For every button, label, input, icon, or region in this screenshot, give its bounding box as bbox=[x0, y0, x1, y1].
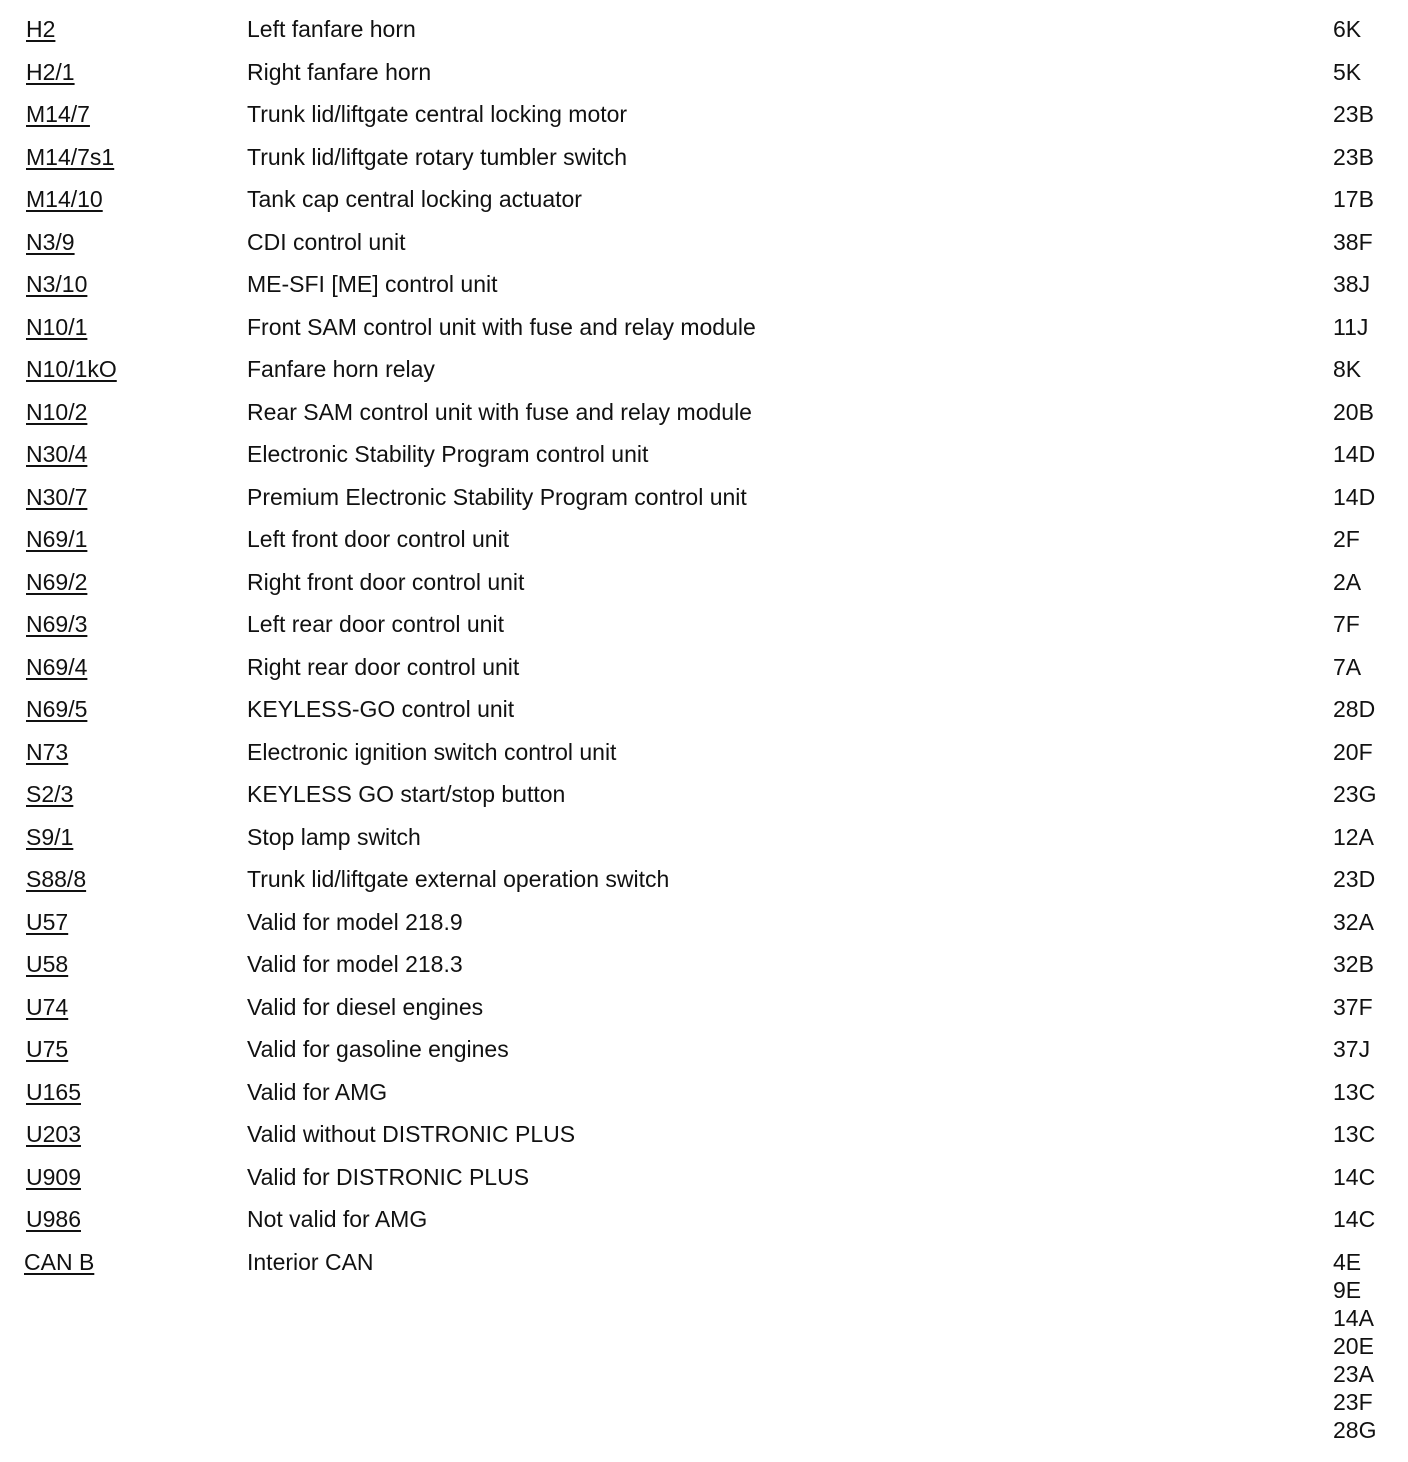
grid-reference: 20F bbox=[1333, 738, 1373, 765]
component-code-link[interactable]: U203 bbox=[26, 1121, 81, 1147]
grid-reference: 5K bbox=[1333, 58, 1362, 85]
grid-reference: 38F bbox=[1333, 228, 1373, 255]
table-row bbox=[0, 646, 1408, 689]
table-row bbox=[0, 901, 1408, 944]
grid-reference: 6K bbox=[1333, 16, 1362, 42]
component-description: Valid for DISTRONIC PLUS bbox=[247, 1163, 530, 1190]
grid-reference: 14C bbox=[1333, 1206, 1376, 1232]
table-row bbox=[0, 518, 1408, 561]
component-description: Premium Electronic Stability Program control unit bbox=[247, 483, 747, 510]
component-description: Valid for AMG bbox=[247, 1078, 388, 1105]
component-description: Valid for gasoline engines bbox=[247, 1036, 509, 1062]
grid-reference: 12A bbox=[1333, 823, 1374, 850]
component-description: Left fanfare horn bbox=[247, 16, 416, 42]
component-description: Right fanfare horn bbox=[247, 58, 432, 85]
table-row bbox=[0, 263, 1408, 306]
component-description: Stop lamp switch bbox=[247, 823, 421, 850]
component-code-link[interactable]: H2/1 bbox=[26, 58, 75, 85]
grid-reference: 23F bbox=[1333, 1388, 1373, 1415]
grid-reference: 23D bbox=[1333, 866, 1376, 892]
table-row bbox=[0, 348, 1408, 391]
component-code-link[interactable]: N69/4 bbox=[26, 653, 88, 680]
component-code-link[interactable]: M14/10 bbox=[26, 186, 103, 212]
component-description: Electronic ignition switch control unit bbox=[247, 738, 617, 765]
component-code-link[interactable]: N10/1kO bbox=[26, 356, 117, 382]
component-code-link[interactable]: N3/9 bbox=[26, 228, 75, 255]
component-code-link[interactable]: N30/4 bbox=[26, 441, 88, 467]
grid-reference: 28D bbox=[1333, 696, 1376, 722]
component-description: Trunk lid/liftgate central locking motor bbox=[247, 101, 628, 127]
table-row-can-b bbox=[0, 1241, 1408, 1441]
component-description: Valid for model 218.3 bbox=[247, 951, 463, 977]
table-row bbox=[0, 1071, 1408, 1114]
table-row bbox=[0, 986, 1408, 1029]
component-code-link[interactable]: U58 bbox=[26, 951, 69, 977]
table-row bbox=[0, 136, 1408, 179]
grid-reference: 20E bbox=[1333, 1332, 1374, 1359]
component-description: Tank cap central locking actuator bbox=[247, 186, 582, 212]
table-row bbox=[0, 391, 1408, 434]
component-description: Valid for model 218.9 bbox=[247, 908, 463, 935]
component-code-link[interactable]: U165 bbox=[26, 1078, 81, 1105]
table-row bbox=[0, 943, 1408, 986]
grid-reference: 2A bbox=[1333, 568, 1362, 595]
component-code-link[interactable]: M14/7 bbox=[26, 101, 90, 127]
component-code-link[interactable]: H2 bbox=[26, 16, 56, 42]
component-code-link[interactable]: N69/3 bbox=[26, 611, 88, 637]
component-code-link[interactable]: N73 bbox=[26, 738, 69, 765]
component-description: Front SAM control unit with fuse and relay module bbox=[247, 313, 756, 340]
table-row bbox=[0, 51, 1408, 94]
grid-reference: 20B bbox=[1333, 398, 1374, 425]
grid-reference: 28G bbox=[1333, 1416, 1377, 1443]
grid-reference: 38J bbox=[1333, 271, 1371, 297]
grid-reference: 37F bbox=[1333, 993, 1373, 1020]
table-row bbox=[0, 1198, 1408, 1241]
component-code-link[interactable]: M14/7s1 bbox=[26, 143, 115, 170]
grid-reference: 14D bbox=[1333, 483, 1376, 510]
table-row bbox=[0, 688, 1408, 731]
component-code-link[interactable]: CAN B bbox=[24, 1248, 95, 1275]
grid-reference: 14D bbox=[1333, 441, 1376, 467]
component-code-link[interactable]: U909 bbox=[26, 1163, 81, 1190]
grid-reference: 7F bbox=[1333, 611, 1360, 637]
component-description: Valid for diesel engines bbox=[247, 993, 484, 1020]
component-description: Trunk lid/liftgate rotary tumbler switch bbox=[247, 143, 628, 170]
component-code-link[interactable]: N69/1 bbox=[26, 526, 88, 552]
component-code-link[interactable]: S2/3 bbox=[26, 781, 74, 807]
component-description: ME-SFI [ME] control unit bbox=[247, 271, 498, 297]
grid-reference: 23B bbox=[1333, 143, 1374, 170]
grid-reference: 23B bbox=[1333, 101, 1374, 127]
component-description: Electronic Stability Program control unit bbox=[247, 441, 649, 467]
table-row bbox=[0, 731, 1408, 774]
grid-reference: 32A bbox=[1333, 908, 1374, 935]
grid-reference: 13C bbox=[1333, 1121, 1376, 1147]
table-row bbox=[0, 561, 1408, 604]
component-code-link[interactable]: N69/2 bbox=[26, 568, 88, 595]
grid-reference: 17B bbox=[1333, 186, 1374, 212]
component-description: Rear SAM control unit with fuse and relay module bbox=[247, 398, 752, 425]
table-row bbox=[0, 1156, 1408, 1199]
grid-reference: 8K bbox=[1333, 356, 1362, 382]
component-code-link[interactable]: U57 bbox=[26, 908, 69, 935]
component-description: Not valid for AMG bbox=[247, 1206, 428, 1232]
table-row bbox=[0, 221, 1408, 264]
component-description: Right front door control unit bbox=[247, 568, 525, 595]
component-description: Left rear door control unit bbox=[247, 611, 504, 637]
table-row bbox=[0, 603, 1408, 646]
table-row bbox=[0, 816, 1408, 859]
table-row bbox=[0, 306, 1408, 349]
grid-reference: 32B bbox=[1333, 951, 1374, 977]
grid-reference-list bbox=[1333, 1248, 1376, 1444]
component-description: KEYLESS-GO control unit bbox=[247, 696, 515, 722]
component-description: CDI control unit bbox=[247, 228, 406, 255]
grid-reference: 13C bbox=[1333, 1078, 1376, 1105]
component-code-link[interactable]: N10/1 bbox=[26, 313, 88, 340]
component-description: Valid without DISTRONIC PLUS bbox=[247, 1121, 576, 1147]
grid-reference: 11J bbox=[1333, 313, 1369, 340]
table-row bbox=[0, 773, 1408, 816]
component-description: Fanfare horn relay bbox=[247, 356, 435, 382]
component-code-link[interactable]: N10/2 bbox=[26, 398, 88, 425]
component-description: Trunk lid/liftgate external operation switch bbox=[247, 866, 670, 892]
table-row bbox=[0, 1113, 1408, 1156]
component-code-link[interactable]: N69/5 bbox=[26, 696, 88, 722]
table-row bbox=[0, 433, 1408, 476]
table-row bbox=[0, 178, 1408, 221]
grid-reference: 9E bbox=[1333, 1276, 1362, 1303]
table-row bbox=[0, 858, 1408, 901]
grid-reference: 7A bbox=[1333, 653, 1362, 680]
component-description: Interior CAN bbox=[247, 1248, 374, 1275]
grid-reference: 37J bbox=[1333, 1036, 1371, 1062]
component-code-link[interactable]: N30/7 bbox=[26, 483, 88, 510]
grid-reference: 23G bbox=[1333, 781, 1377, 807]
component-description: KEYLESS GO start/stop button bbox=[247, 781, 566, 807]
legend-table bbox=[0, 8, 1408, 1441]
component-description: Left front door control unit bbox=[247, 526, 510, 552]
grid-reference: 14C bbox=[1333, 1163, 1376, 1190]
component-code-link[interactable]: U986 bbox=[26, 1206, 81, 1232]
grid-reference: 14A bbox=[1333, 1304, 1374, 1331]
component-description: Right rear door control unit bbox=[247, 653, 520, 680]
component-code-link[interactable]: N3/10 bbox=[26, 271, 88, 297]
table-row bbox=[0, 476, 1408, 519]
component-code-link[interactable]: S9/1 bbox=[26, 823, 74, 850]
grid-reference: 2F bbox=[1333, 526, 1360, 552]
table-row bbox=[0, 93, 1408, 136]
table-row bbox=[0, 1028, 1408, 1071]
component-code-link[interactable]: U75 bbox=[26, 1036, 69, 1062]
grid-reference: 4E bbox=[1333, 1248, 1362, 1275]
table-row bbox=[0, 8, 1408, 51]
grid-reference: 23A bbox=[1333, 1360, 1374, 1387]
component-code-link[interactable]: U74 bbox=[26, 993, 69, 1020]
component-code-link[interactable]: S88/8 bbox=[26, 866, 87, 892]
